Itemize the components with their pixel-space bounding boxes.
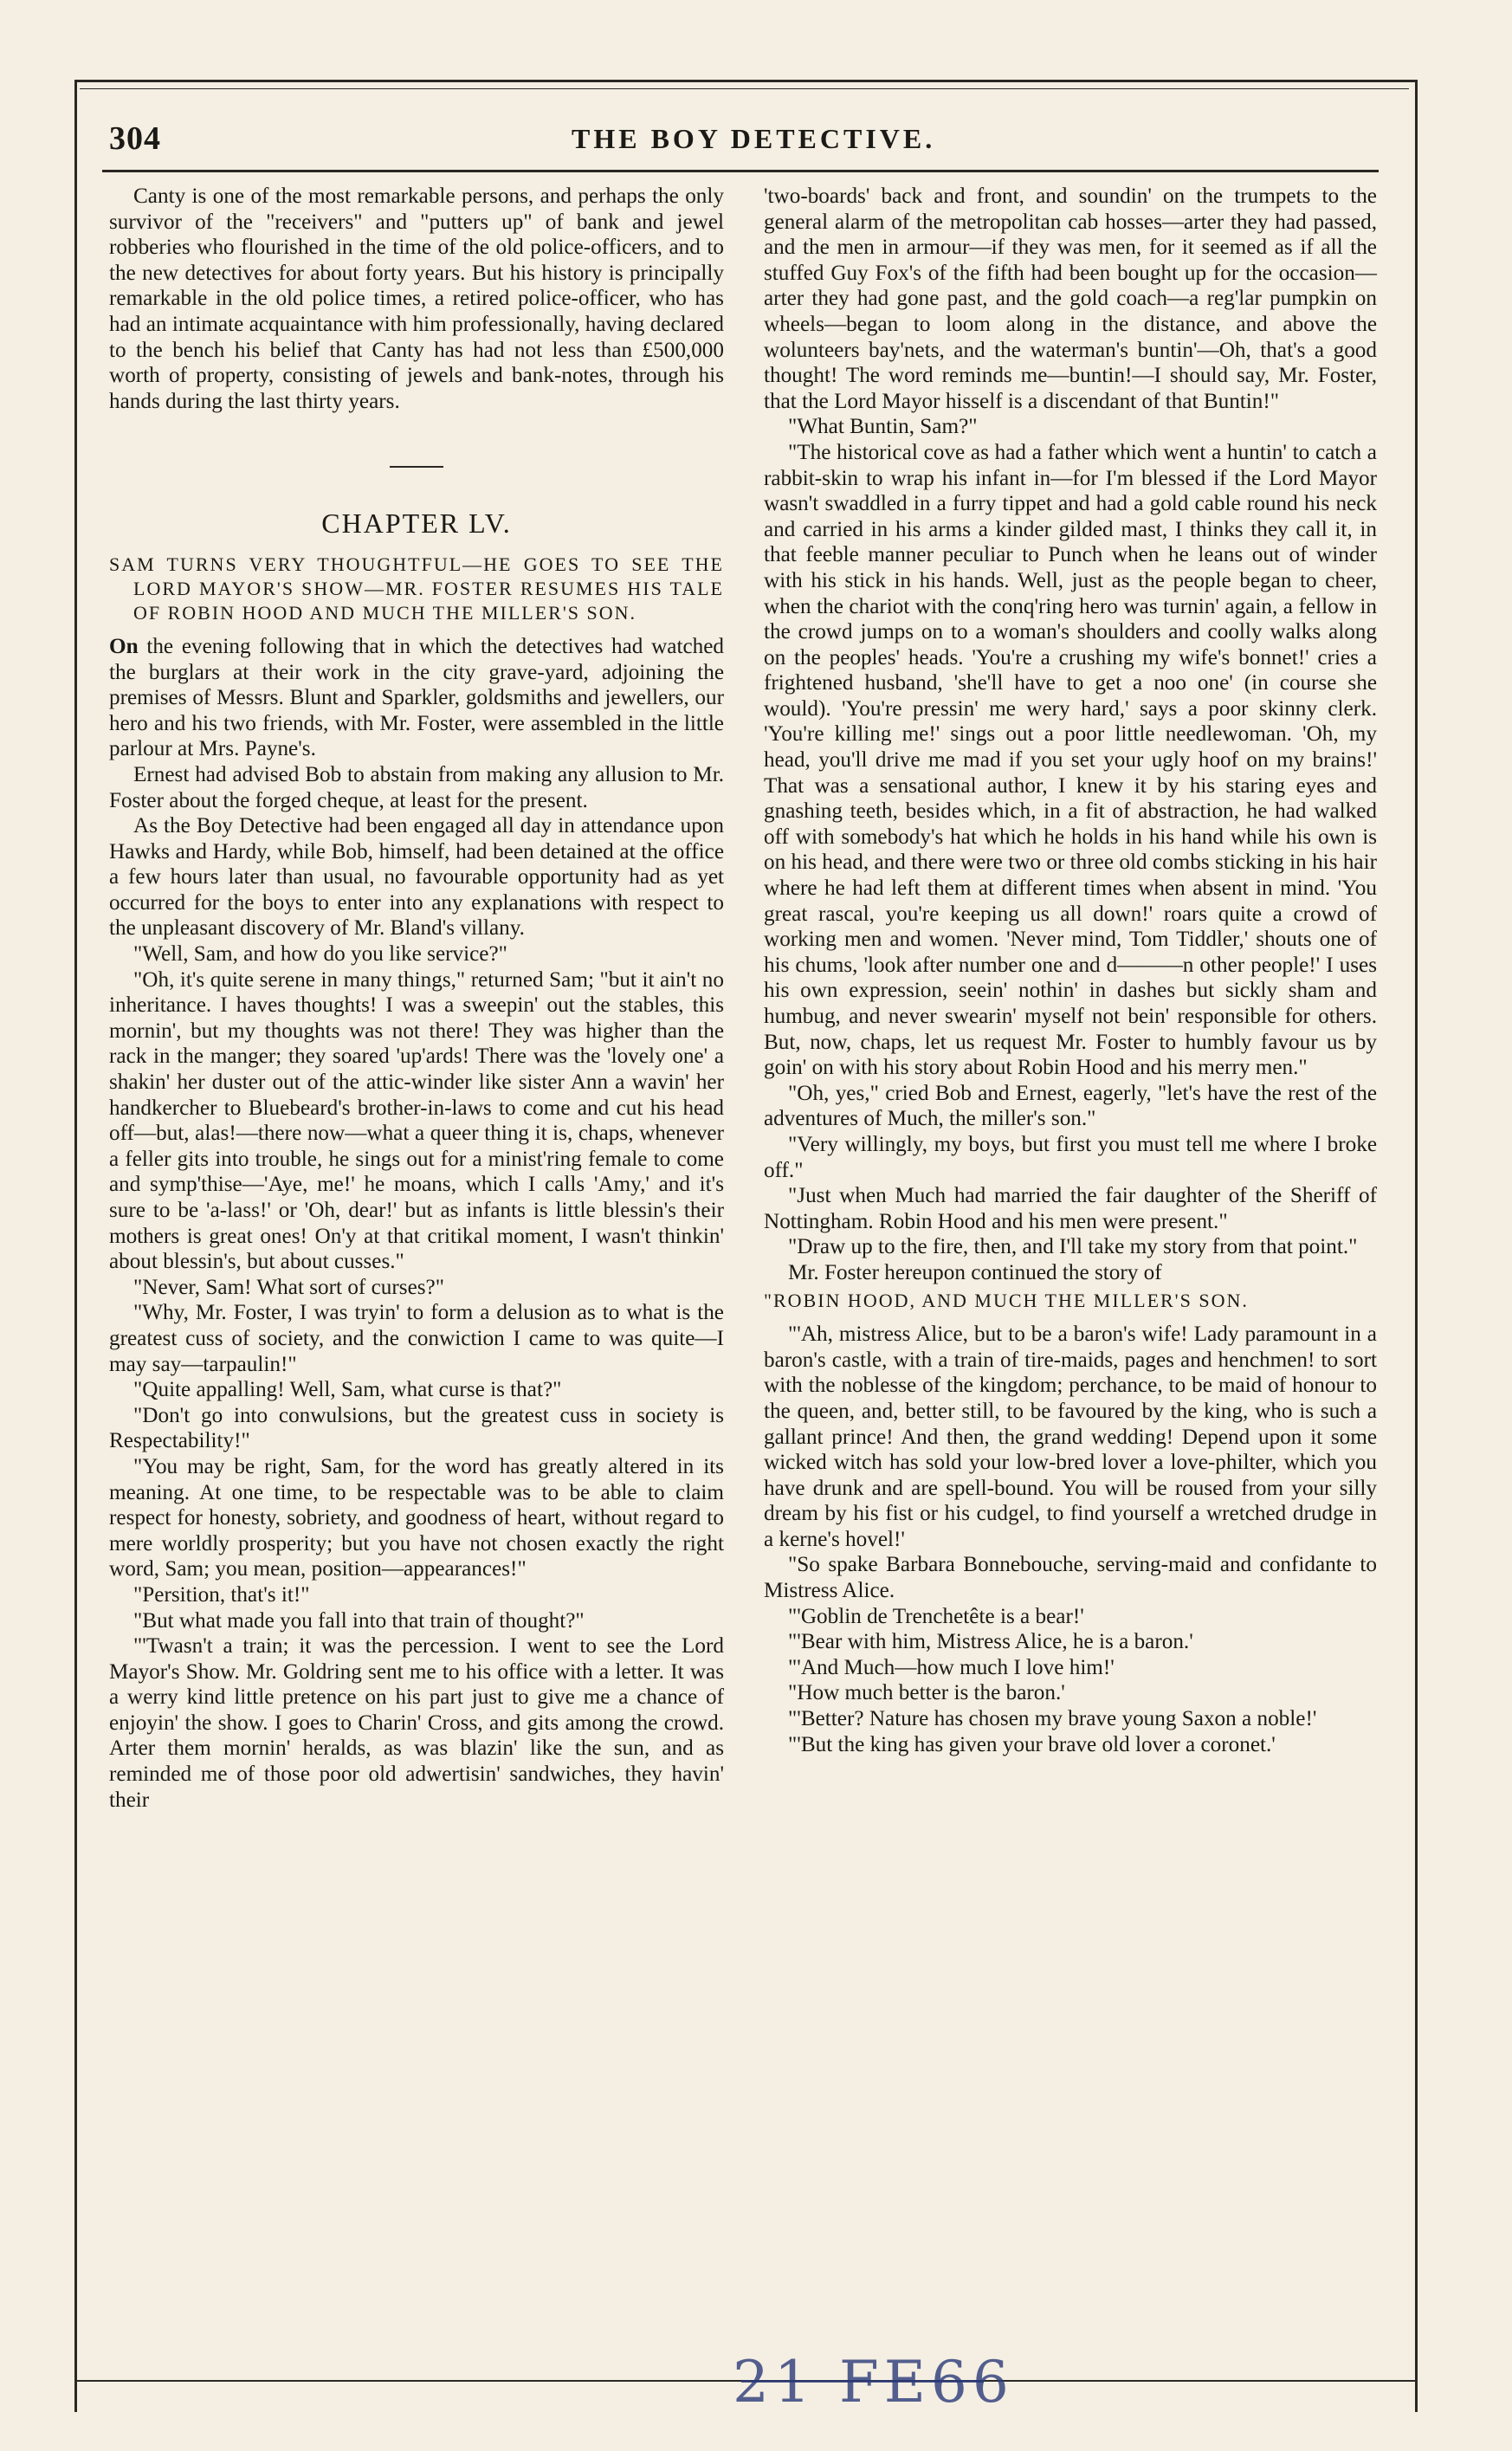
page-number: 304 <box>109 120 161 157</box>
chapter-summary <box>109 553 724 625</box>
paragraph: Canty is one of the most remarkable persons, and perhaps the only survivor of the "receivers" and "putters up" of bank and jewel robberies who flourished in the time of the old police-officers, and to the new detectives for about forty years. But his history is principally remarkable in the old police times, a retired police-officer, who has had an intimate acquaintance with him professionally, having declared to the bench his belief that Canty has had not less than £500,000 worth of property, consisting of jewels and bank-notes, through his hands during the last thirty years. <box>109 184 724 413</box>
paragraph: "So spake Barbara Bonnebouche, serving-maid and confidante to Mistress Alice. <box>764 1553 1377 1603</box>
header-rule <box>102 170 1379 172</box>
chapter-summary-text: SAM TURNS VERY THOUGHTFUL—HE GOES TO SEE THE LORD MAYOR'S SHOW—MR. FOSTER RESUMES HIS TALE OF ROBIN HOOD AND MUCH THE MILLER'S SON. <box>109 553 724 624</box>
paragraph: "Oh, it's quite serene in many things," returned Sam; "but it ain't no inheritance. I haves thoughts! I was a sweepin' out the stables, this mornin', but my thoughts was not there! They was higher than the rack in the manger; they soared 'up'ards! There was the 'lovely one' a shakin' her duster out of the attic-winder like sister Ann a wavin' her handkercher to Bluebeard's brother-in-laws to come and cut his head off—but, alas!—there now—what a queer thing it is, chaps, whenever a feller gits into trouble, he sings out for a minist'ring female to come and symp'thise—'Aye, me!' he moans, which I calls 'Amy,' and it's sure to be 'a-lass!' or 'Oh, dear!' but as infants is little blessin's their mothers is great ones! On'y at that critikal moment, I wasn't thinkin' about blessin's, but about cusses." <box>109 967 724 1274</box>
paragraph: "'Twasn't a train; it was the percession. I went to see the Lord Mayor's Show. Mr. Goldring sent me to his office with a letter. It was a werry kind little pretence on his part just to give me a chance of enjoyin' the show. I goes to Charin' Cross, and gits among the crowd. Arter them mornin' heralds, as was blazin' like the sun, and as reminded me of those poor old adwertisin' sandwiches, they havin' their <box>109 1634 724 1812</box>
paragraph: "'Ah, mistress Alice, but to be a baron's wife! Lady paramount in a baron's castle, with a train of tire-maids, pages and henchmen! to sort with the noblesse of the kingdom; perchance, to be maid of honour to the queen, and, better still, to be favoured by the king, who is such a gallant prince! And then, the grand wedding! Depend upon it some wicked witch has sold your low-bred lover a love-philter, which you have drunk and are spell-bound. You will be roused from your silly dream by his fist or his cudgel, to find yourself a wretched drudge in a kerne's hovel!' <box>764 1323 1377 1551</box>
paragraph: "The historical cove as had a father which went a huntin' to catch a rabbit-skin to wrap his infant in—for I'm blessed if the Lord Mayor wasn't swaddled in a furry tippet and had a gold cable round his neck and carried in his arms a kinder gilded mast, I thinks they call it, in that feeble manner peculiar to Punch when he leans out of winder with his stick in his hands. Well, just as the people began to cheer, when the chariot with the conq'ring hero was turnin' again, a fellow in the crowd jumps on to a woman's shoulders and coolly walks along on the peoples' heads. 'You're a crushing my wife's bonnet!' cries a frightened husband, 'she'll have to get a noo one' (in course she would). 'You're pressin' me wery hard,' says a poor skinny clerk. 'You're killing me!' sings out a poor little needlewoman. 'Oh, my head, you'll drive me mad if you set your ugly hoof on my brains!' That was a sensational author, I knew it by his staring eyes and gnashing teeth, besides which, in a fit of abstraction, he had walked off with somebody's hat which he holds in his hand while his own is on his head, and there were two or three old combs sticking in his hair where he had left them at different times when absent in mind. 'You great rascal, you're keeping us all down!' roars quite a crowd of working men and women. 'Never mind, Tom Tiddler,' shouts one of his chums, 'look after number one and d———n other people!' I uses his own expression, seein' nothin' in dashes but sickly sham and humbug, and never swearin' myself not bein' responsible for others. But, now, chaps, let us request Mr. Foster to humbly favour us by goin' on with his story about Robin Hood and his merry men." <box>764 440 1377 1080</box>
paragraph: "'Better? Nature has chosen my brave young Saxon a noble!' <box>788 1707 1317 1731</box>
paragraph: Mr. Foster hereupon continued the story of <box>788 1260 1162 1284</box>
paragraph: "Oh, yes," cried Bob and Ernest, eagerly, "let's have the rest of the adventures of Much, the miller's son." <box>764 1081 1377 1131</box>
running-title: THE BOY DETECTIVE. <box>572 123 936 154</box>
paragraph: "'And Much—how much I love him!' <box>788 1655 1115 1679</box>
page-border-inner-rule <box>80 88 1409 89</box>
paragraph: "Just when Much had married the fair daughter of the Sheriff of Nottingham. Robin Hood and his men were present." <box>764 1184 1377 1233</box>
paragraph: 'two-boards' back and front, and soundin' on the trumpets to the general alarm of the metropolitan cab hosses—arter they had passed, and the men in armour—if they was men, for it seemed as if all the stuffed Guy Fox's of the fifth had been bought up for the occasion—arter they had gone past, and the gold coach—a reg'lar pumpkin on wheels—began to loom along in the distance, and above the wolunteers bay'nets, and the waterman's buntin'—Oh, that's a good thought! The word reminds me—buntin!—I should say, Mr. Foster, that the Lord Mayor hisself is a discendant of that Buntin!" <box>764 184 1377 413</box>
paragraph: "But what made you fall into that train of thought?" <box>133 1608 585 1633</box>
stamp-strike-line <box>741 2380 984 2383</box>
paragraph: "Persition, that's it!" <box>133 1582 310 1607</box>
paragraph: "What Buntin, Sam?" <box>788 415 978 439</box>
paragraph: "'Goblin de Trenchetête is a bear!' <box>788 1604 1084 1628</box>
paragraph: As the Boy Detective had been engaged all day in attendance upon Hawks and Hardy, while Bob, himself, had been detained at the office a few hours later than usual, no favourable opportunity had as yet occurred for the boys to enter into any explanations with respect to the unpleasant discovery of Mr. Bland's villany. <box>109 814 724 941</box>
paragraph: "Never, Sam! What sort of curses?" <box>133 1275 445 1299</box>
chapter-title: CHAPTER LV. <box>321 508 512 540</box>
paragraph: "Quite appalling! Well, Sam, what curse is that?" <box>133 1378 562 1402</box>
paragraph: "Draw up to the fire, then, and I'll take my story from that point." <box>788 1235 1358 1259</box>
page-header <box>104 113 1377 165</box>
section-divider <box>390 466 443 468</box>
paragraph: "Don't go into conwulsions, but the greatest cuss in society is Respectability!" <box>109 1403 724 1453</box>
right-column <box>764 184 1377 1757</box>
paragraph: "Well, Sam, and how do you like service?" <box>133 942 507 967</box>
opening-paragraph <box>109 634 724 762</box>
paragraph: "Why, Mr. Foster, I was tryin' to form a delusion as to what is the greatest cuss of society, and the conwiction I came to was quite—I may say—tarpaulin!" <box>109 1301 724 1376</box>
paragraph: Ernest had advised Bob to abstain from making any allusion to Mr. Foster about the forged cheque, at least for the present. <box>109 762 724 812</box>
story-subheading: "ROBIN HOOD, AND MUCH THE MILLER'S SON. <box>764 1289 1249 1311</box>
paragraph: "Very willingly, my boys, but first you must tell me where I broke off." <box>764 1132 1377 1182</box>
library-date-stamp: 21 FE66 <box>733 2349 1014 2415</box>
paragraph: "You may be right, Sam, for the word has greatly altered in its meaning. At one time, to be respectable was to be able to claim respect for honesty, sobriety, and goodness of heart, without regard to mere worldly prosperity; but you have not chosen exactly the right word, Sam; you mean, position—appearances!" <box>109 1454 724 1581</box>
opening-text: the evening following that in which the detectives had watched the burglars at their work in the city grave-yard, adjoining the premises of Messrs. Blunt and Sparkler, goldsmiths and jewellers, our hero and his two friends, with Mr. Foster, were assembled in the little parlour at Mrs. Payne's. <box>109 634 724 761</box>
paragraph: "'But the king has given your brave old lover a coronet.' <box>788 1732 1276 1756</box>
paragraph: "How much better is the baron.' <box>788 1681 1065 1705</box>
paragraph: "'Bear with him, Mistress Alice, he is a baron.' <box>788 1630 1193 1654</box>
left-column <box>109 184 724 1813</box>
opening-word: On <box>109 634 139 658</box>
